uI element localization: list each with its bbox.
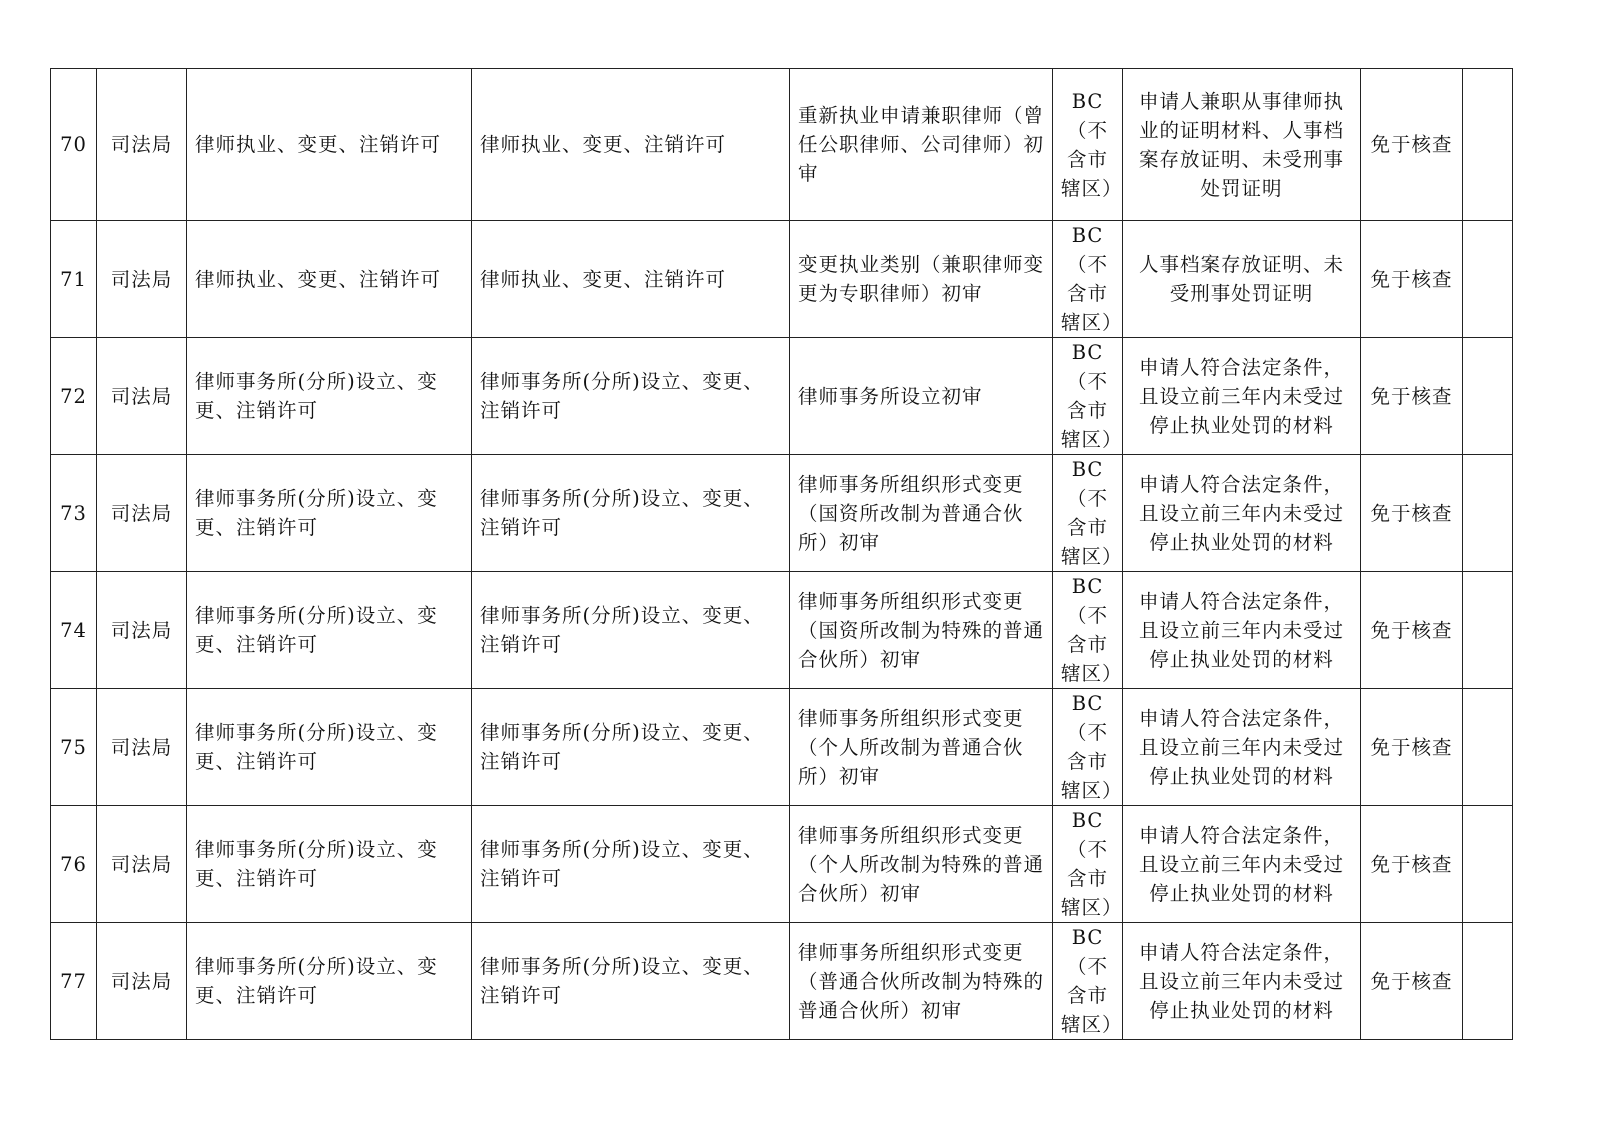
row-number: 74 [51, 572, 97, 689]
item-name-cell: 律师事务所(分所)设立、变更、注销许可 [187, 338, 472, 455]
row-number: 76 [51, 806, 97, 923]
item-name-cell: 律师执业、变更、注销许可 [187, 69, 472, 221]
department-cell: 司法局 [97, 572, 187, 689]
materials-cell: 申请人符合法定条件，且设立前三年内未受过停止执业处罚的材料 [1123, 923, 1361, 1040]
table-body [51, 69, 1513, 1040]
scope-cell: BC（不含市辖区） [1053, 221, 1123, 338]
subitem-name-cell: 律师事务所(分所)设立、变更、注销许可 [472, 455, 790, 572]
table-row [51, 221, 1513, 338]
result-cell: 免于核查 [1361, 572, 1463, 689]
subitem-name-cell: 律师事务所(分所)设立、变更、注销许可 [472, 923, 790, 1040]
department-cell: 司法局 [97, 69, 187, 221]
department-cell: 司法局 [97, 338, 187, 455]
result-cell: 免于核查 [1361, 455, 1463, 572]
matter-content-cell: 变更执业类别（兼职律师变更为专职律师）初审 [790, 221, 1053, 338]
table-row [51, 69, 1513, 221]
item-name-cell: 律师事务所(分所)设立、变更、注销许可 [187, 455, 472, 572]
row-number: 73 [51, 455, 97, 572]
subitem-name-cell: 律师事务所(分所)设立、变更、注销许可 [472, 572, 790, 689]
subitem-name-cell: 律师事务所(分所)设立、变更、注销许可 [472, 338, 790, 455]
document-table [50, 68, 1513, 1040]
matter-content-cell: 律师事务所设立初审 [790, 338, 1053, 455]
row-number: 75 [51, 689, 97, 806]
scope-cell: BC（不含市辖区） [1053, 806, 1123, 923]
materials-cell: 申请人符合法定条件，且设立前三年内未受过停止执业处罚的材料 [1123, 455, 1361, 572]
remark-cell [1463, 923, 1513, 1040]
result-cell: 免于核查 [1361, 338, 1463, 455]
department-cell: 司法局 [97, 221, 187, 338]
scope-cell: BC（不含市辖区） [1053, 572, 1123, 689]
matter-content-cell: 重新执业申请兼职律师（曾任公职律师、公司律师）初审 [790, 69, 1053, 221]
subitem-name-cell: 律师事务所(分所)设立、变更、注销许可 [472, 689, 790, 806]
table-row [51, 338, 1513, 455]
result-cell: 免于核查 [1361, 69, 1463, 221]
table-row [51, 923, 1513, 1040]
materials-cell: 申请人兼职从事律师执业的证明材料、人事档案存放证明、未受刑事处罚证明 [1123, 69, 1361, 221]
remark-cell [1463, 572, 1513, 689]
department-cell: 司法局 [97, 455, 187, 572]
matter-content-cell: 律师事务所组织形式变更（国资所改制为特殊的普通合伙所）初审 [790, 572, 1053, 689]
subitem-name-cell: 律师执业、变更、注销许可 [472, 221, 790, 338]
result-cell: 免于核查 [1361, 806, 1463, 923]
table-row [51, 455, 1513, 572]
department-cell: 司法局 [97, 689, 187, 806]
table-row [51, 572, 1513, 689]
row-number: 72 [51, 338, 97, 455]
subitem-name-cell: 律师事务所(分所)设立、变更、注销许可 [472, 806, 790, 923]
item-name-cell: 律师事务所(分所)设立、变更、注销许可 [187, 689, 472, 806]
materials-cell: 申请人符合法定条件，且设立前三年内未受过停止执业处罚的材料 [1123, 689, 1361, 806]
subitem-name-cell: 律师执业、变更、注销许可 [472, 69, 790, 221]
remark-cell [1463, 69, 1513, 221]
item-name-cell: 律师事务所(分所)设立、变更、注销许可 [187, 923, 472, 1040]
item-name-cell: 律师事务所(分所)设立、变更、注销许可 [187, 572, 472, 689]
row-number: 77 [51, 923, 97, 1040]
result-cell: 免于核查 [1361, 689, 1463, 806]
materials-cell: 人事档案存放证明、未受刑事处罚证明 [1123, 221, 1361, 338]
remark-cell [1463, 338, 1513, 455]
table-row [51, 806, 1513, 923]
matter-content-cell: 律师事务所组织形式变更（个人所改制为特殊的普通合伙所）初审 [790, 806, 1053, 923]
row-number: 71 [51, 221, 97, 338]
matter-content-cell: 律师事务所组织形式变更（普通合伙所改制为特殊的普通合伙所）初审 [790, 923, 1053, 1040]
table-row [51, 689, 1513, 806]
remark-cell [1463, 221, 1513, 338]
materials-cell: 申请人符合法定条件，且设立前三年内未受过停止执业处罚的材料 [1123, 338, 1361, 455]
item-name-cell: 律师执业、变更、注销许可 [187, 221, 472, 338]
matter-content-cell: 律师事务所组织形式变更（国资所改制为普通合伙所）初审 [790, 455, 1053, 572]
department-cell: 司法局 [97, 806, 187, 923]
materials-cell: 申请人符合法定条件，且设立前三年内未受过停止执业处罚的材料 [1123, 572, 1361, 689]
scope-cell: BC（不含市辖区） [1053, 69, 1123, 221]
result-cell: 免于核查 [1361, 923, 1463, 1040]
department-cell: 司法局 [97, 923, 187, 1040]
remark-cell [1463, 806, 1513, 923]
result-cell: 免于核查 [1361, 221, 1463, 338]
materials-cell: 申请人符合法定条件，且设立前三年内未受过停止执业处罚的材料 [1123, 806, 1361, 923]
item-name-cell: 律师事务所(分所)设立、变更、注销许可 [187, 806, 472, 923]
scope-cell: BC（不含市辖区） [1053, 923, 1123, 1040]
scope-cell: BC（不含市辖区） [1053, 689, 1123, 806]
row-number: 70 [51, 69, 97, 221]
matter-content-cell: 律师事务所组织形式变更（个人所改制为普通合伙所）初审 [790, 689, 1053, 806]
scope-cell: BC（不含市辖区） [1053, 455, 1123, 572]
scope-cell: BC（不含市辖区） [1053, 338, 1123, 455]
remark-cell [1463, 455, 1513, 572]
remark-cell [1463, 689, 1513, 806]
